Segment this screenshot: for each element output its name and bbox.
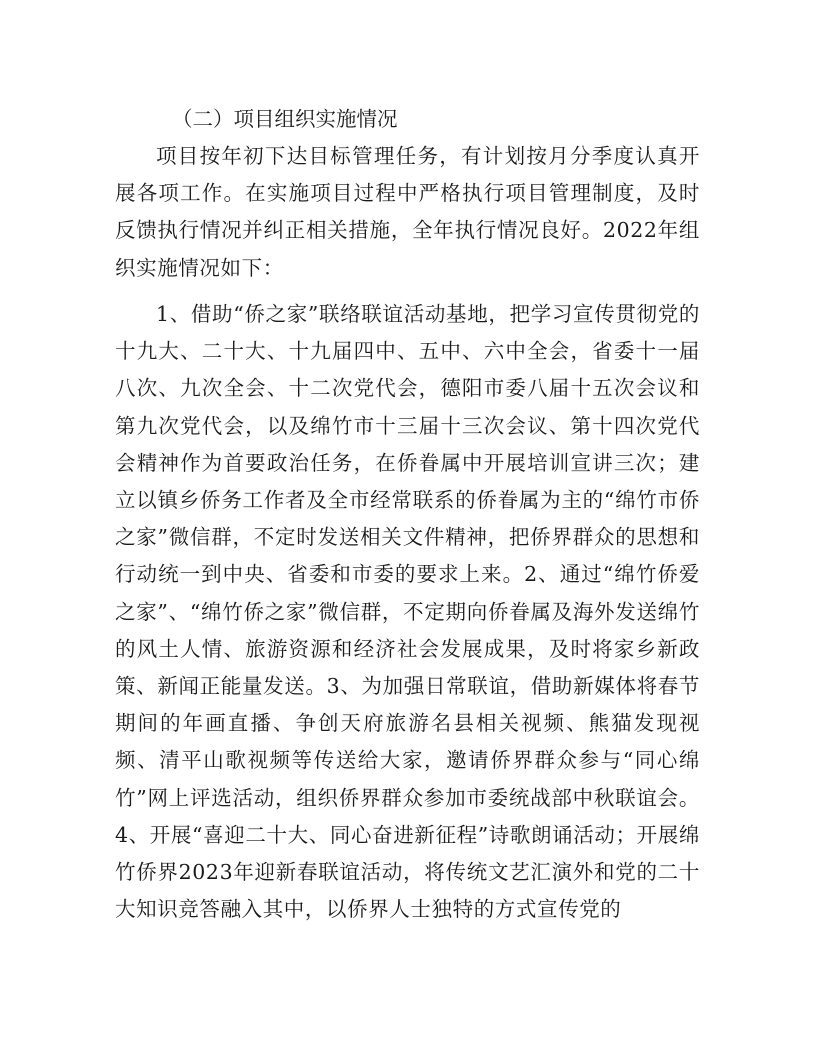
section-heading: （二）项目组织实施情况 bbox=[172, 107, 398, 131]
paragraph-overview: 项目按年初下达目标管理任务，有计划按月分季度认真开展各项工作。在实施项目过程中严格执行项目管理制度，及时反馈执行情况并纠正相关措施，全年执行情况良好。2022年组织实施情况如下： bbox=[115, 144, 700, 280]
paragraph-activities: 1、借助“侨之家”联络联谊活动基地，把学习宣传贯彻党的十九大、二十大、十九届四中、五中、六中全会，省委十一届八次、九次全会、十二次党代会，德阳市委八届十五次会议和第九次党代会，以及绵竹市十三届十三次会议、第十四次党代会精神作为首要政治任务，在侨眷属中开展培训宣讲三次；建立以镇乡侨务工作者及全市经常联系的侨眷属为主的“绵竹市侨之家”微信群，不定时发送相关文件精神，把侨界群众的思想和行动统一到中央、省委和市委的要求上来。2、通过“绵竹侨爱之家”、“绵竹侨之家”微信群，不定期向侨眷属及海外发送绵竹的风土人情、旅游资源和经济社会发展成果，及时将家乡新政策、新闻正能量发送。3、为加强日常联谊，借助新媒体将春节期间的年画直播、争创天府旅游名县相关视频、熊猫发现视频、清平山歌视频等传送给大家，邀请侨界群众参与“同心绵竹”网上评选活动，组织侨界群众参加市委统战部中秋联谊会。4、开展“喜迎二十大、同心奋进新征程”诗歌朗诵活动；开展绵竹侨界2023年迎新春联谊活动，将传统文艺汇演外和党的二十大知识竞答融入其中，以侨界人士独特的方式宣传党的 bbox=[115, 302, 700, 922]
